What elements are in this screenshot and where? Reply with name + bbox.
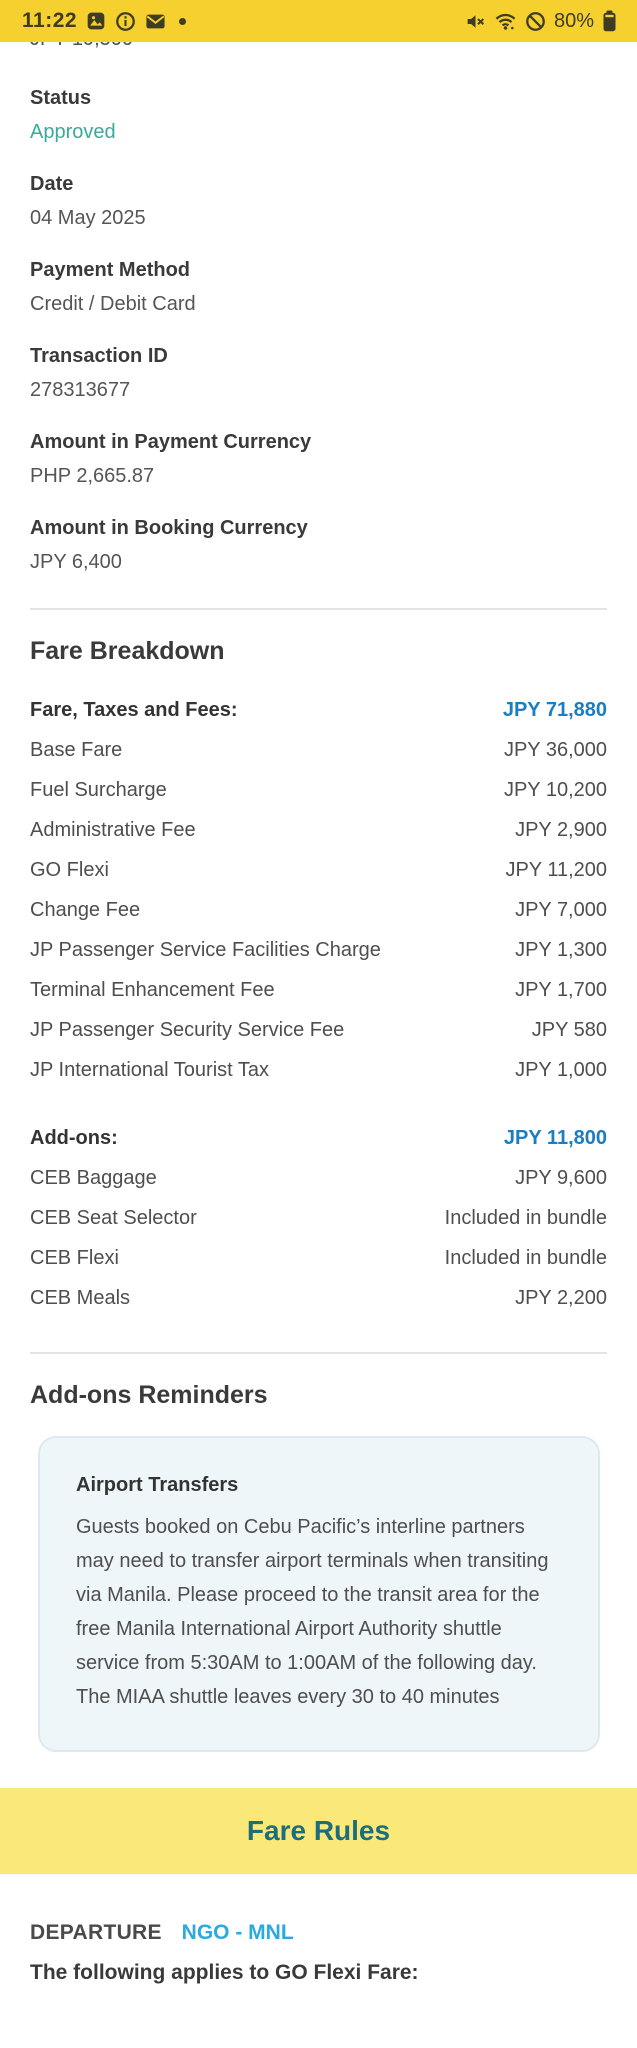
mail-icon — [145, 12, 166, 31]
payment-method-label: Payment Method — [30, 259, 191, 281]
fare-row: Fuel Surcharge JPY 10,200 — [30, 779, 607, 801]
fare-row: Base Fare JPY 36,000 — [30, 739, 607, 761]
addons-reminders-title: Add-ons Reminders — [30, 1381, 268, 1409]
info-icon — [115, 11, 136, 32]
fare-rows — [30, 730, 607, 1090]
fare-taxes-fees-header — [30, 690, 607, 730]
fare-row: Terminal Enhancement Fee JPY 1,700 — [30, 979, 607, 1001]
fare-rules-note: The following applies to GO Flexi Fare: — [30, 1961, 419, 1984]
fare-row: JP International Tourist Tax JPY 1,000 — [30, 1059, 607, 1081]
amount-booking-value: JPY 6,400 — [30, 551, 122, 573]
notification-dot-icon — [179, 18, 186, 25]
date-value: 04 May 2025 — [30, 207, 146, 229]
fare-row: Administrative Fee JPY 2,900 — [30, 819, 607, 841]
addon-row: CEB Baggage JPY 9,600 — [30, 1167, 607, 1189]
status-bar-right — [465, 10, 617, 33]
addon-row: CEB Seat Selector Included in bundle — [30, 1207, 607, 1229]
fare-taxes-fees-total: JPY 71,880 — [502, 699, 607, 721]
status-value: Approved — [30, 121, 116, 143]
section-divider — [30, 1352, 607, 1354]
field-transaction-id — [30, 344, 607, 402]
departure-label: DEPARTURE — [30, 1921, 162, 1944]
field-amount-booking-currency — [30, 516, 607, 574]
field-date — [30, 172, 607, 230]
field-payment-method — [30, 258, 607, 316]
amount-payment-label: Amount in Payment Currency — [30, 431, 312, 453]
date-label: Date — [30, 173, 74, 195]
wifi-icon — [494, 11, 517, 31]
fare-row: JP Passenger Security Service Fee JPY 580 — [30, 1019, 607, 1041]
fare-row: JP Passenger Service Facilities Charge JPY 1,300 — [30, 939, 607, 961]
payment-method-value: Credit / Debit Card — [30, 293, 196, 315]
clock: 11:22 — [22, 9, 78, 32]
status-label: Status — [30, 87, 92, 109]
transaction-id-value: 278313677 — [30, 379, 131, 401]
field-amount-payment-currency — [30, 430, 607, 488]
status-bar — [0, 0, 637, 42]
mute-icon — [465, 11, 486, 32]
amount-booking-label: Amount in Booking Currency — [30, 517, 308, 539]
field-status — [30, 86, 607, 144]
departure-route: NGO - MNL — [181, 1921, 294, 1944]
fare-breakdown-title: Fare Breakdown — [30, 637, 225, 665]
addon-row: CEB Meals JPY 2,200 — [30, 1287, 607, 1309]
addons-group — [30, 1118, 607, 1318]
battery-percent: 80% — [553, 9, 594, 32]
fare-row: Change Fee JPY 7,000 — [30, 899, 607, 921]
fare-rules-title: Fare Rules — [246, 1815, 391, 1846]
transaction-id-label: Transaction ID — [30, 345, 168, 367]
fare-rules-banner — [0, 1788, 637, 1874]
section-divider — [30, 608, 607, 610]
fare-taxes-fees-group — [30, 690, 607, 1090]
no-signal-icon — [525, 11, 546, 32]
addons-rows — [30, 1158, 607, 1318]
addons-total: JPY 11,800 — [503, 1127, 607, 1149]
airport-transfers-title: Airport Transfers — [76, 1474, 239, 1496]
departure-row — [30, 1920, 607, 1946]
addons-header — [30, 1118, 607, 1158]
airport-transfers-body: Guests booked on Cebu Pacific’s interline partners may need to transfer airport terminals when transiting via Manila. Please proceed to the transit area for the free Manila International Airport Authority shuttle service from 5:30AM to 1:00AM of the following day. The MIAA shuttle leaves every 30 to 40 minutes — [76, 1516, 549, 1708]
fare-row: GO Flexi JPY 11,200 — [30, 859, 607, 881]
battery-icon — [602, 10, 617, 32]
photo-icon — [86, 11, 106, 31]
status-bar-left — [22, 9, 186, 33]
amount-payment-value: PHP 2,665.87 — [30, 465, 155, 487]
addons-label: Add-ons: — [30, 1127, 118, 1149]
addon-row: CEB Flexi Included in bundle — [30, 1247, 607, 1269]
airport-transfers-card — [38, 1436, 600, 1752]
fare-taxes-fees-label: Fare, Taxes and Fees: — [30, 699, 238, 721]
